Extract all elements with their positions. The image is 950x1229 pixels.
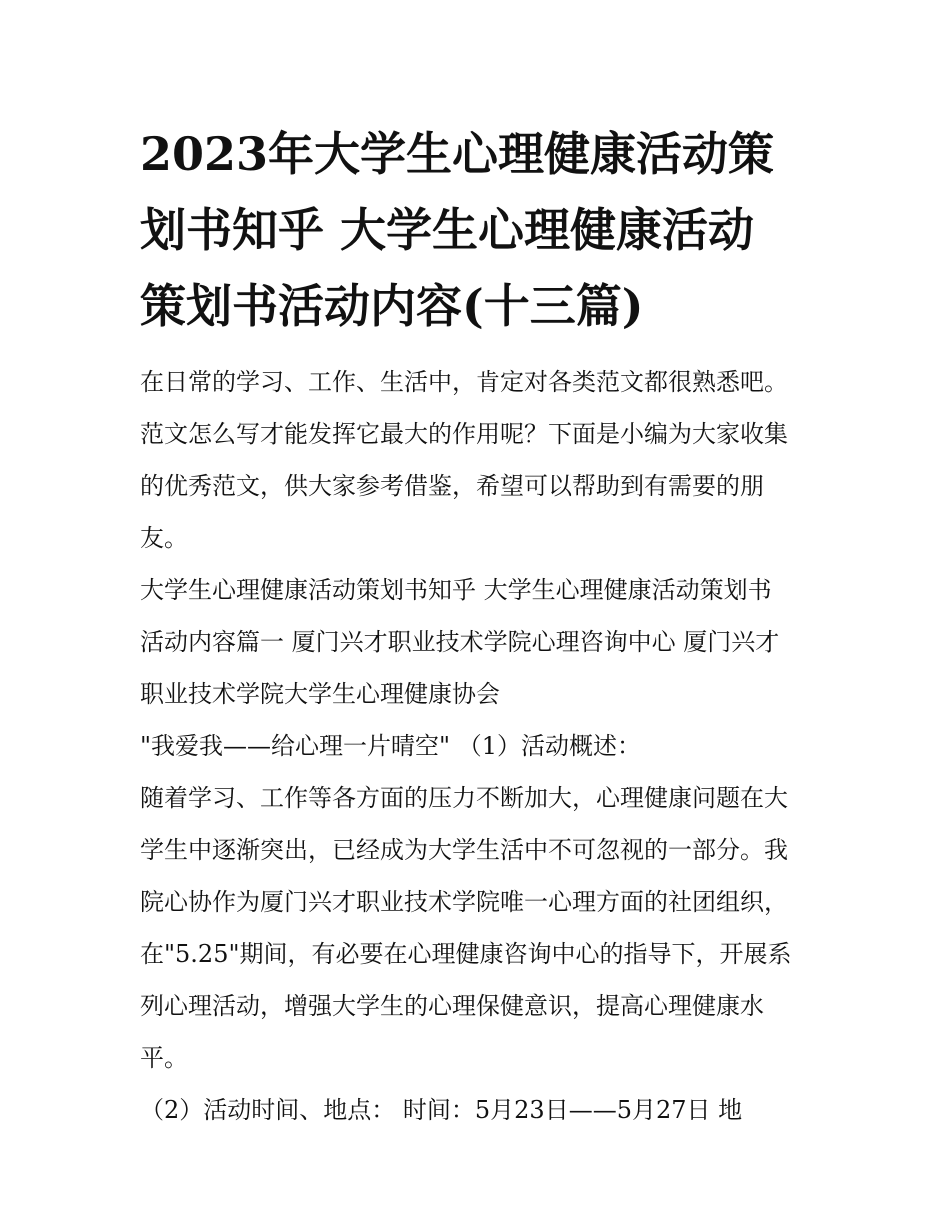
body-line: 学生中逐渐突出，已经成为大学生活中不可忽视的一部分。我 — [140, 836, 788, 864]
body-line: 院心协作为厦门兴才职业技术学院唯一心理方面的社团组织， — [140, 888, 788, 916]
body-line: 平。 — [140, 1044, 188, 1072]
body-line: 友。 — [140, 524, 188, 552]
body-line: 在日常的学习、工作、生活中，肯定对各类范文都很熟悉吧。 — [140, 368, 788, 396]
body-line: （2）活动时间、地点： 时间：5月23日——5月27日 地 — [140, 1096, 743, 1124]
body-line: 活动内容篇一 厦门兴才职业技术学院心理咨询中心 厦门兴才 — [140, 628, 780, 656]
title-line: 划书知乎 大学生心理健康活动 — [140, 203, 755, 257]
body-line: 职业技术学院大学生心理健康协会 — [140, 680, 500, 708]
body-line: 范文怎么写才能发挥它最大的作用呢？下面是小编为大家收集 — [140, 420, 788, 448]
document-body — [140, 356, 820, 1136]
title-line: 策划书活动内容(十三篇) — [140, 279, 644, 333]
title-line: 2023年大学生心理健康活动策 — [140, 127, 775, 181]
body-line: 的优秀范文，供大家参考借鉴，希望可以帮助到有需要的朋 — [140, 472, 764, 500]
body-line: "我爱我——给心理一片晴空" （1）活动概述： — [140, 732, 641, 760]
body-line: 大学生心理健康活动策划书知乎 大学生心理健康活动策划书 — [140, 576, 772, 604]
body-line: 列心理活动，增强大学生的心理保健意识，提高心理健康水 — [140, 992, 764, 1020]
document-title — [140, 116, 820, 344]
body-line: 在"5.25"期间，有必要在心理健康咨询中心的指导下，开展系 — [140, 940, 792, 968]
body-line: 随着学习、工作等各方面的压力不断加大，心理健康问题在大 — [140, 784, 788, 812]
